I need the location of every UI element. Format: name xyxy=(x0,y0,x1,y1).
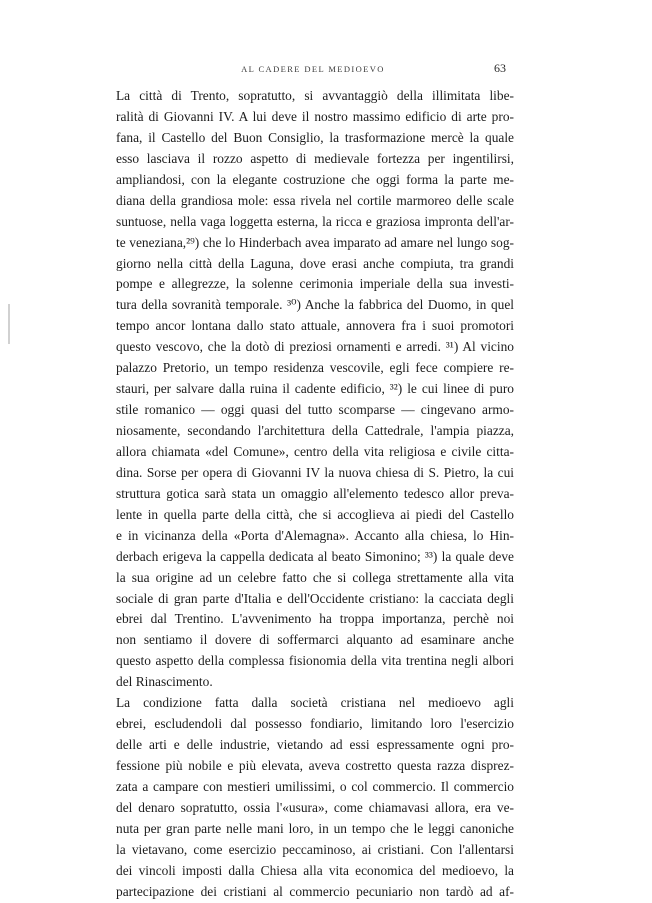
text-line: dina. Sorse per opera di Giovanni IV la nuova chiesa di S. Pietro, la cui xyxy=(116,464,514,480)
text-line: suntuose, nella vaga loggetta esterna, la ricca e graziosa impronta dell'ar- xyxy=(116,213,514,229)
text-line: e in vicinanza della «Porta d'Alemagna». Accanto alla chiesa, lo Hin- xyxy=(116,527,514,543)
text-line: ebrei dal Trentino. L'avvenimento ha troppa importanza, perchè noi xyxy=(116,611,514,627)
text-line: tempo ancor lontana dallo stato attuale, annovera fra i suoi promotori xyxy=(116,318,514,334)
margin-mark xyxy=(8,304,10,344)
body-text xyxy=(116,86,514,903)
text-line: giorno nella città della Laguna, dove erasi anche compiuta, tra grandi xyxy=(116,255,514,271)
text-line: tura della sovranità temporale. ³⁰) Anche la fabbrica del Duomo, in quel xyxy=(116,297,514,313)
text-line: pompe e allegrezze, la solenne cerimonia imperiale della sua investi- xyxy=(116,276,514,292)
text-line: palazzo Pretorio, un tempo residenza vescovile, egli fece compiere re- xyxy=(116,360,514,376)
text-line: diana della grandiosa mole: essa rivela nel cortile marmoreo delle scale xyxy=(116,192,514,208)
text-line: questo aspetto della complessa fisionomia della vita trentina negli albori xyxy=(116,653,514,669)
text-line: fana, il Castello del Buon Consiglio, la trasformazione mercè la quale xyxy=(116,129,514,145)
text-line: La città di Trento, sopratutto, si avvantaggiò della illimitata libe- xyxy=(116,88,514,103)
text-line: nuta per gran parte nelle mani loro, in un tempo che le leggi canoniche xyxy=(116,820,514,836)
text-line: fessione più nobile e più elevata, aveva costretto questa razza disprez- xyxy=(116,758,514,773)
text-line: ampliandosi, con la elegante costruzione che oggi forma la parte me- xyxy=(116,171,514,187)
text-line: niosamente, secondando l'architettura della Cattedrale, l'ampia piazza, xyxy=(116,423,514,438)
text-line: la vietavano, come esercizio peccaminoso, ai cristiani. Con l'allentarsi xyxy=(116,841,514,857)
text-line: stile romanico — oggi quasi del tutto scomparse — cingevano armo- xyxy=(116,402,514,418)
text-line: esso lasciava il rozzo aspetto di medievale fortezza per ingentilirsi, xyxy=(116,150,514,166)
text-line: dei vincoli imposti dalla Chiesa alla vita economica del medioevo, la xyxy=(116,862,514,878)
text-line: delle arti e delle industrie, vietando ad essi espressamente ogni pro- xyxy=(116,737,514,753)
text-line: derbach erigeva la cappella dedicata al beato Simonino; ³³) la quale deve xyxy=(116,548,514,564)
text-line: te veneziana,²⁹) che lo Hinderbach avea imparato ad amare nel lungo sog- xyxy=(116,234,514,250)
running-title: AL CADERE DEL MEDIOEVO xyxy=(241,64,385,74)
text-line: la sua origine ad un celebre fatto che si collega strettamente alla vita xyxy=(116,569,514,585)
running-head xyxy=(0,58,652,78)
text-line: partecipazione dei cristiani al commercio pecuniario non tardò ad af- xyxy=(116,883,514,899)
text-line: lente in quella parte della città, che si accoglieva ai piedi del Castello xyxy=(116,506,514,522)
text-line: struttura gotica sarà stata un omaggio all'elemento tedesco allor preva- xyxy=(116,485,514,501)
text-line: del denaro sopratutto, ossia l'«usura», come chiamavasi allora, era ve- xyxy=(116,799,514,815)
text-line: allora chiamata «del Comune», centro della vita religiosa e civile citta- xyxy=(116,443,514,459)
page-number: 63 xyxy=(494,61,506,75)
paragraph-end-line: del Rinascimento. xyxy=(116,674,213,690)
text-line: ebrei, escludendoli dal possesso fondiario, limitando loro l'esercizio xyxy=(116,716,514,732)
text-line: sociale di gran parte d'Italia e dell'Occidente cristiano: la cacciata degli xyxy=(116,590,514,606)
text-line: questo vescovo, che la dotò di preziosi ornamenti e arredi. ³¹) Al vicino xyxy=(116,339,514,355)
text-line: zata a campare con mestieri umilissimi, o col commercio. Il commercio xyxy=(116,778,514,794)
text-line: stauri, per salvare dalla ruina il cadente edificio, ³²) le cui linee di puro xyxy=(116,381,514,397)
text-line: non sentiamo il dovere di soffermarci alquanto ad esaminare anche xyxy=(116,632,514,648)
paragraph-start-line: La condizione fatta dalla società cristiana nel medioevo agli xyxy=(116,695,514,711)
text-line: ralità di Giovanni IV. A lui deve il nostro massimo edificio di arte pro- xyxy=(116,108,514,124)
